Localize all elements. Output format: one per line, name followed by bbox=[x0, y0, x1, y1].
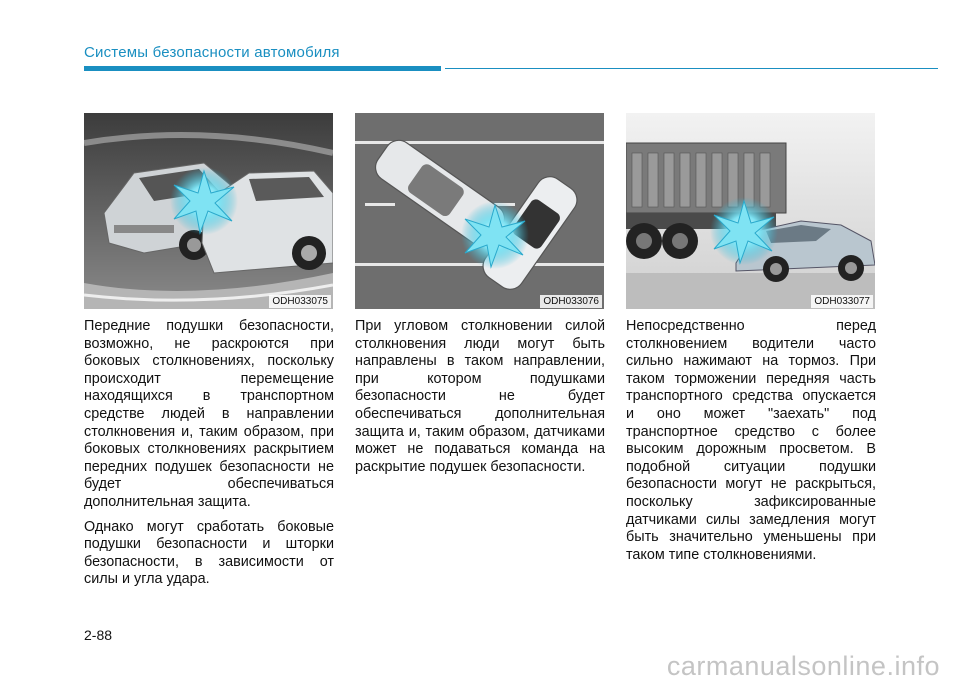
section-title: Системы безопасности автомобиля bbox=[84, 44, 340, 61]
text-column-1 bbox=[84, 318, 334, 596]
text-column-2 bbox=[355, 318, 605, 483]
header-rule-thin bbox=[445, 68, 938, 69]
angular-collision-illustration bbox=[355, 113, 604, 309]
header-rule-thick bbox=[84, 66, 441, 71]
paragraph: Передние подушки безопасности, возможно, не раскроются при боковых столкновениях, поскольку происходит перемещение находящихся в транспортном средстве людей в направлении столкновения и, таким образом, при боковых столкновениях раскрытием передних подушек безопасности не будет обеспечиваться дополнительная защита. bbox=[84, 318, 334, 510]
side-collision-illustration bbox=[84, 113, 333, 309]
watermark: carmanualsonline.info bbox=[666, 651, 940, 681]
figure-code: ODH033075 bbox=[269, 295, 331, 308]
paragraph: При угловом столкновении силой столкновения люди могут быть направлены в таком направлении, при котором подушками безопасности не будет обеспечиваться дополнительная защита и, таким образом, датчиками может не подаваться команда на раскрытие подушек безопасности. bbox=[355, 318, 605, 475]
figure-angular-collision bbox=[355, 113, 604, 309]
underride-collision-illustration bbox=[626, 113, 875, 309]
text-column-3 bbox=[626, 318, 876, 571]
figure-underride-collision bbox=[626, 113, 875, 309]
paragraph: Однако могут сработать боковые подушки безопасности и шторки безопасности, в зависимости от силы и угла удара. bbox=[84, 518, 334, 588]
figure-code: ODH033076 bbox=[540, 295, 602, 308]
page-number: 2-88 bbox=[84, 627, 113, 643]
figure-code: ODH033077 bbox=[811, 295, 873, 308]
paragraph: Непосредственно перед столкновением водители часто сильно нажимают на тормоз. При таком торможении передняя часть транспортного средства опускается и оно может "заехать" под транспортное средство с более высоким дорожным просветом. В подобной ситуации подушки безопасности могут не раскрыться, поскольку зафиксированные датчиками силы замедления могут быть значительно уменьшены при таком типе столкновениями. bbox=[626, 318, 876, 563]
figure-side-collision bbox=[84, 113, 333, 309]
